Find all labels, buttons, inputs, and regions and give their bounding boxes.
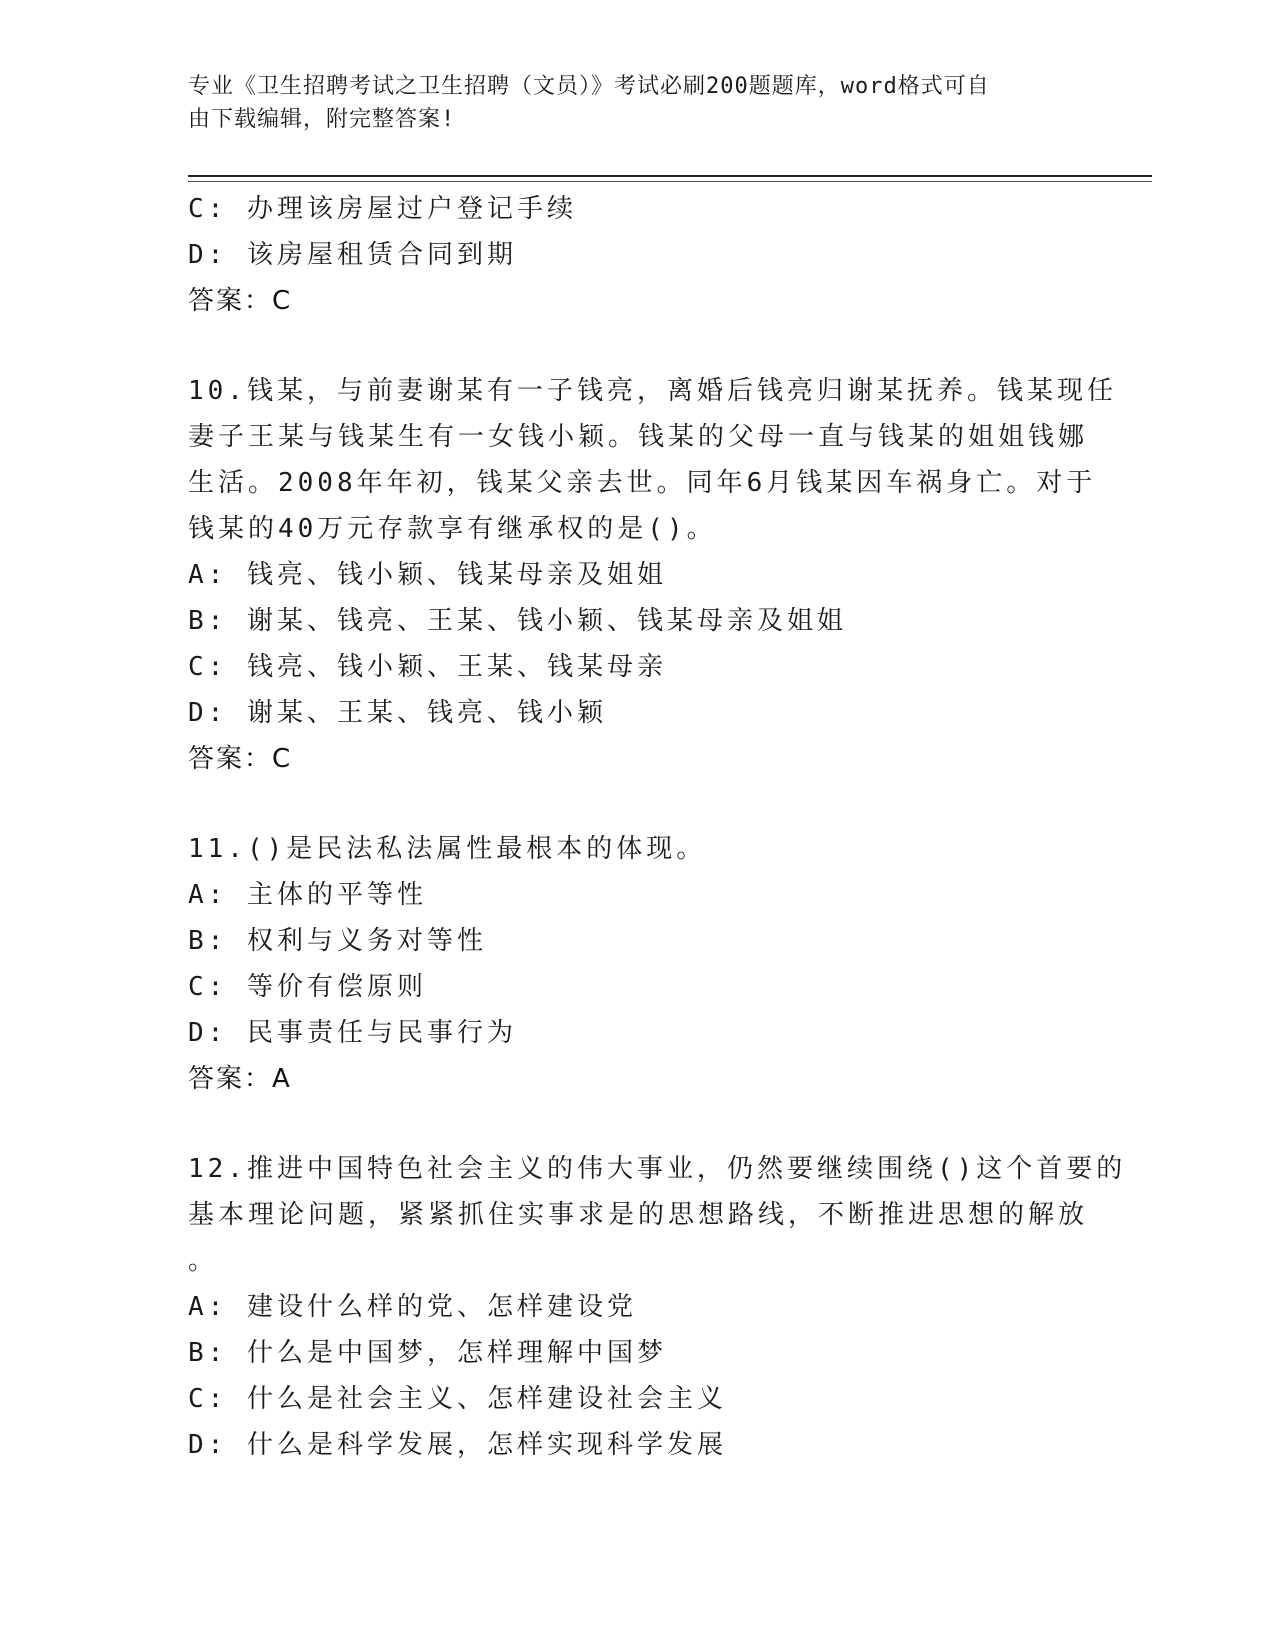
header-line-1: 专业《卫生招聘考试之卫生招聘（文员）》考试必刷200题题库，word格式可自 (188, 74, 990, 99)
question-12 (188, 1146, 1127, 1468)
spacer (188, 324, 1088, 368)
question-stem-line: 11.()是民法私法属性最根本的体现。 (188, 834, 707, 864)
option-c: C: 什么是社会主义、怎样建设社会主义 (188, 1384, 727, 1414)
document-header (188, 70, 1068, 136)
option-a: A: 建设什么样的党、怎样建设党 (188, 1292, 637, 1322)
option-d: D: 该房屋租赁合同到期 (188, 240, 517, 270)
header-divider-thick (188, 175, 1152, 177)
header-divider-thin (188, 181, 1152, 182)
previous-question-tail (188, 186, 1088, 324)
option-b: B: 权利与义务对等性 (188, 926, 487, 956)
option-a: A: 主体的平等性 (188, 880, 427, 910)
option-d: D: 民事责任与民事行为 (188, 1018, 517, 1048)
question-stem-line: 12.推进中国特色社会主义的伟大事业，仍然要继续围绕()这个首要的 (188, 1154, 1127, 1184)
question-stem-line: 妻子王某与钱某生有一女钱小颖。钱某的父母一直与钱某的姐姐钱娜 (188, 422, 1089, 452)
spacer (188, 1102, 1088, 1146)
question-list (188, 186, 1127, 1468)
answer-line: 答案：C (188, 744, 293, 774)
option-b: B: 谢某、钱亮、王某、钱小颖、钱某母亲及姐姐 (188, 606, 847, 636)
option-d: D: 什么是科学发展，怎样实现科学发展 (188, 1430, 727, 1460)
question-stem-line: 生活。2008年年初，钱某父亲去世。同年6月钱某因车祸身亡。对于 (188, 468, 1097, 498)
option-a: A: 钱亮、钱小颖、钱某母亲及姐姐 (188, 560, 667, 590)
question-10 (188, 368, 1117, 782)
option-c: C: 办理该房屋过户登记手续 (188, 194, 577, 224)
question-stem-line: 钱某的40万元存款享有继承权的是()。 (188, 514, 717, 544)
option-c: C: 等价有偿原则 (188, 972, 427, 1002)
question-stem-line: 基本理论问题，紧紧抓住实事求是的思想路线，不断推进思想的解放 (188, 1200, 1089, 1230)
spacer (188, 782, 1088, 826)
option-b: B: 什么是中国梦，怎样理解中国梦 (188, 1338, 667, 1368)
header-line-2: 由下载编辑，附完整答案! (188, 107, 456, 132)
question-stem-line: 10.钱某，与前妻谢某有一子钱亮，离婚后钱亮归谢某抚养。钱某现任 (188, 376, 1117, 406)
option-c: C: 钱亮、钱小颖、王某、钱某母亲 (188, 652, 667, 682)
question-11 (188, 826, 1088, 1102)
option-d: D: 谢某、王某、钱亮、钱小颖 (188, 698, 607, 728)
answer-line: 答案：A (188, 1064, 292, 1094)
answer-line: 答案：C (188, 286, 293, 316)
question-stem-line: 。 (188, 1246, 219, 1276)
